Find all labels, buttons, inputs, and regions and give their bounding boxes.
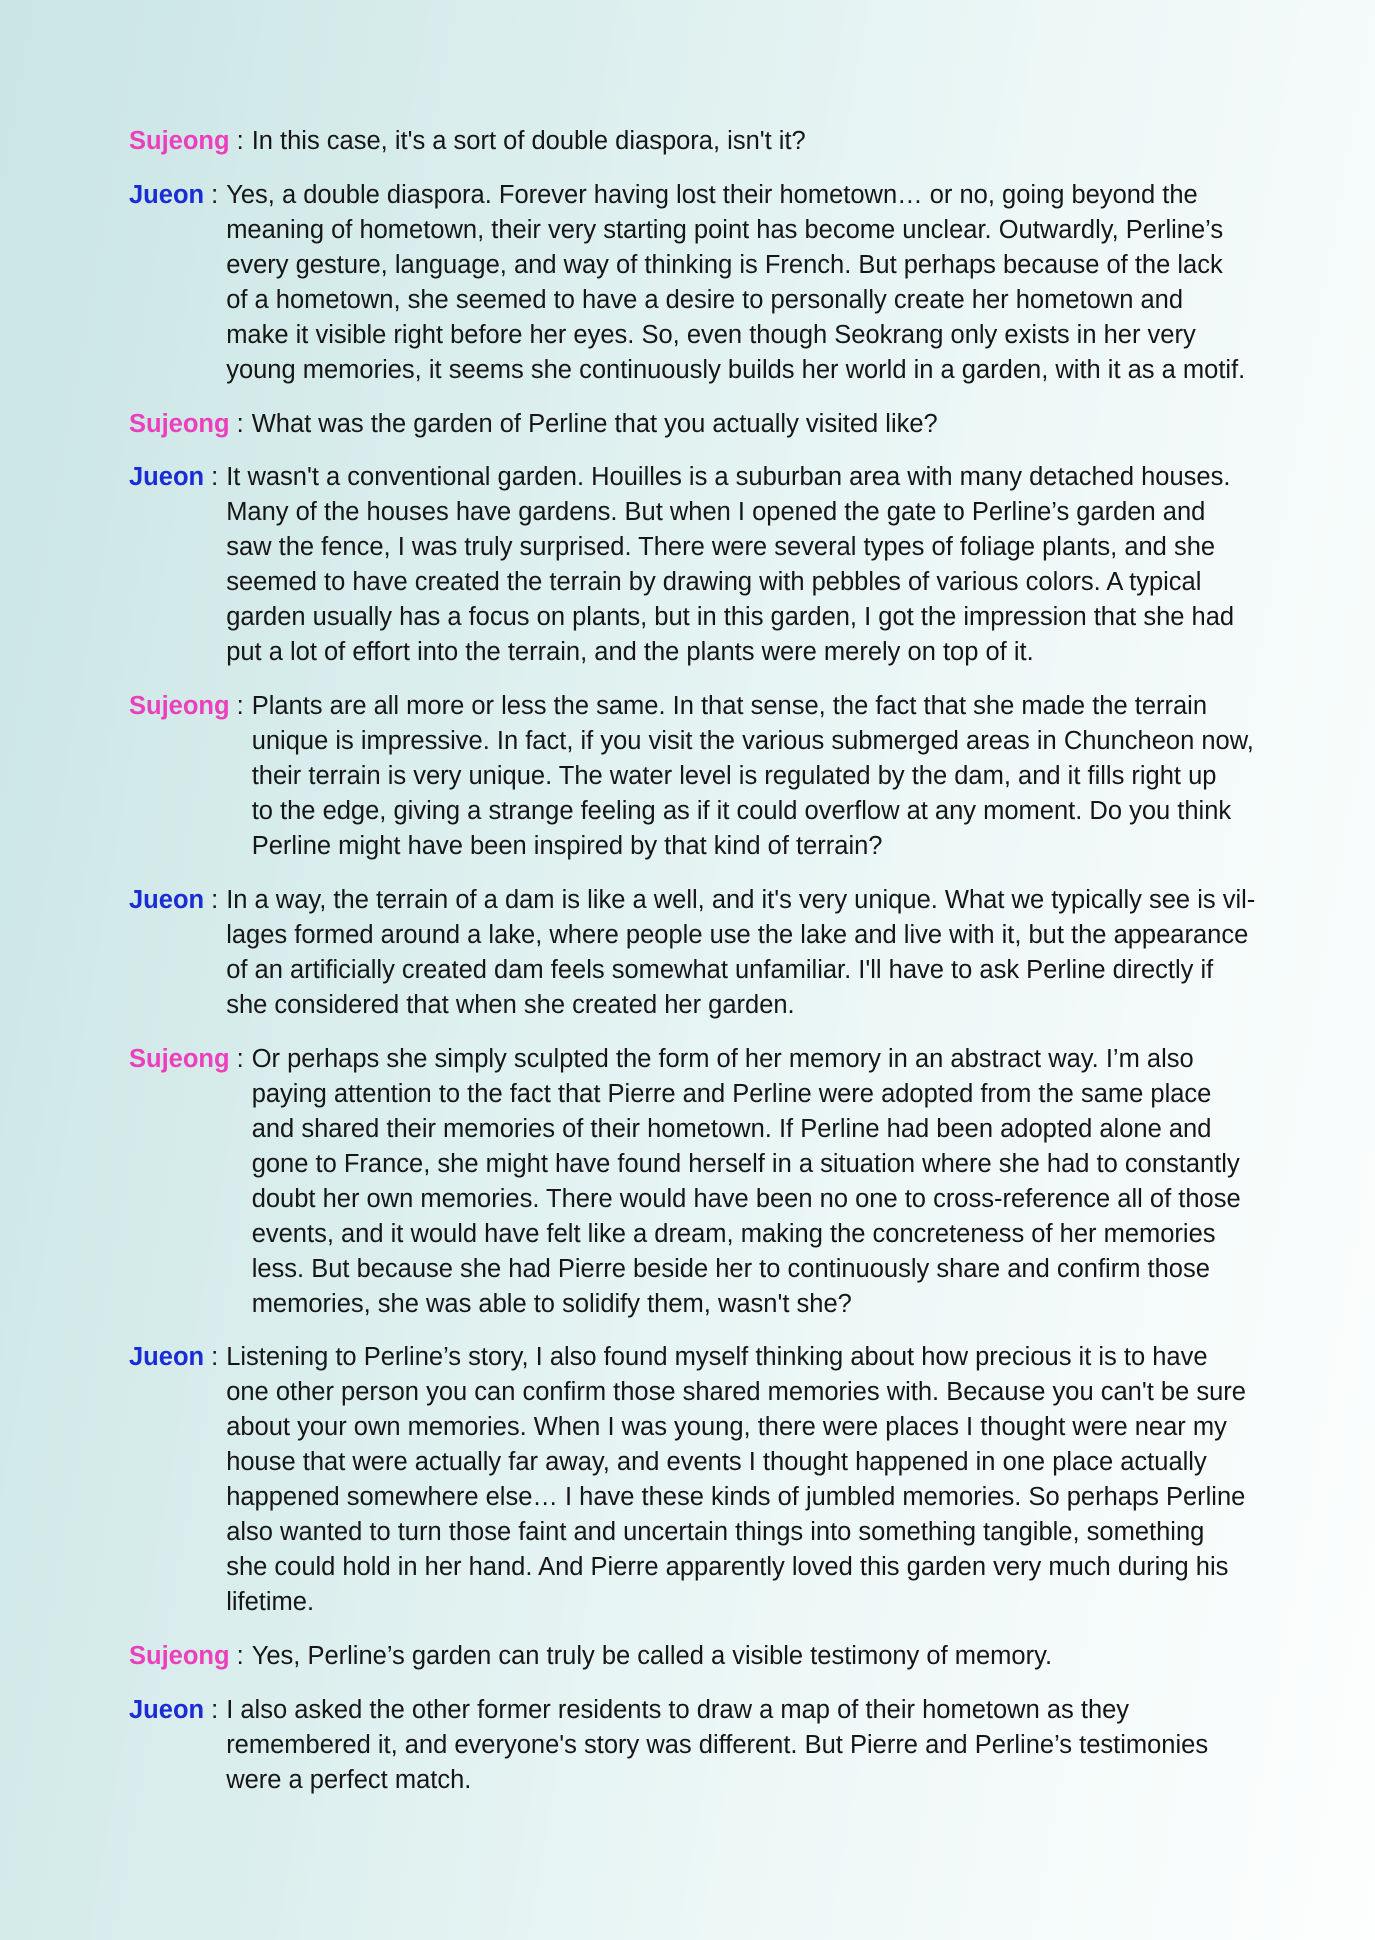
dialogue-entry xyxy=(129,1693,1295,1798)
speaker-label xyxy=(129,124,252,159)
text-line: put a lot of effort into the terrain, and the plants were merely on top of it. xyxy=(226,638,1034,667)
entry-text xyxy=(252,124,806,159)
speaker-separator: : xyxy=(236,127,244,155)
text-line: and shared their memories of their hometown. If Perline had been adopted alone and xyxy=(251,1114,1212,1143)
text-line: gone to France, she might have found herself in a situation where she had to constantly xyxy=(251,1149,1240,1178)
speaker-separator: : xyxy=(236,409,244,438)
text-line: also wanted to turn those faint and uncertain things into something tangible, something xyxy=(226,1518,1205,1547)
dialogue-transcript xyxy=(129,124,1295,1798)
text-line: meaning of hometown, their very starting point has become unclear. Outwardly, Perline’s xyxy=(226,215,1224,244)
speaker-name: Sujeong xyxy=(129,692,230,720)
speaker-name: Sujeong xyxy=(129,1642,230,1670)
text-line: lifetime. xyxy=(226,1588,315,1617)
dialogue-entry xyxy=(129,407,1295,442)
entry-text xyxy=(252,1042,1241,1322)
text-line: lages formed around a lake, where people use the lake and live with it, but the appearance xyxy=(226,920,1249,949)
speaker-separator: : xyxy=(211,885,219,914)
text-line: Plants are all more or less the same. In that sense, the fact that she made the terrain xyxy=(251,692,1208,720)
dialogue-entry xyxy=(129,1639,1295,1674)
dialogue-entry xyxy=(129,124,1295,159)
speaker-label xyxy=(129,883,226,918)
text-line: make it visible right before her eyes. So, even though Seokrang only exists in her very xyxy=(226,320,1196,349)
dialogue-entry xyxy=(129,1340,1295,1620)
text-line: remembered it, and everyone's story was different. But Pierre and Perline’s testimonies xyxy=(226,1730,1209,1759)
text-line: Or perhaps she simply sculpted the form of her memory in an abstract way. I’m also xyxy=(251,1044,1194,1073)
text-line: In this case, it's a sort of double diaspora, isn't it? xyxy=(251,127,806,155)
speaker-separator: : xyxy=(236,692,244,720)
text-line: Listening to Perline’s story, I also found myself thinking about how precious it is to have xyxy=(226,1343,1208,1372)
text-line: one other person you can confirm those shared memories with. Because you can't be sure xyxy=(226,1378,1246,1407)
speaker-name: Jueon xyxy=(129,1695,205,1724)
text-line: I also asked the other former residents to draw a map of their hometown as they xyxy=(226,1695,1130,1724)
text-line: about your own memories. When I was young, there were places I thought were near my xyxy=(226,1413,1227,1442)
entry-text xyxy=(226,883,1255,1023)
entry-text xyxy=(226,178,1245,388)
speaker-separator: : xyxy=(211,1343,219,1372)
dialogue-entry xyxy=(129,178,1295,388)
text-line: to the edge, giving a strange feeling as if it could overflow at any moment. Do you think xyxy=(251,797,1232,825)
text-line: doubt her own memories. There would have been no one to cross-reference all of those xyxy=(251,1184,1241,1213)
speaker-label xyxy=(129,1042,252,1077)
speaker-label xyxy=(129,1693,226,1728)
text-line: unique is impressive. In fact, if you visit the various submerged areas in Chuncheon now, xyxy=(251,727,1254,755)
speaker-label xyxy=(129,178,226,213)
dialogue-entry xyxy=(129,689,1295,864)
entry-text xyxy=(226,1693,1208,1798)
text-line: every gesture, language, and way of thinking is French. But perhaps because of the lack xyxy=(226,250,1223,279)
text-line: happened somewhere else… I have these kinds of jumbled memories. So perhaps Perline xyxy=(226,1483,1246,1512)
text-line: less. But because she had Pierre beside her to continuously share and confirm those xyxy=(251,1254,1210,1283)
text-line: young memories, it seems she continuously builds her world in a garden, with it as a motif. xyxy=(226,355,1246,384)
speaker-separator: : xyxy=(211,463,219,492)
speaker-name: Jueon xyxy=(129,885,205,914)
speaker-label xyxy=(129,407,252,442)
entry-text xyxy=(252,1639,1052,1674)
entry-text xyxy=(252,689,1254,864)
dialogue-entry xyxy=(129,883,1295,1023)
speaker-separator: : xyxy=(236,1044,244,1073)
speaker-separator: : xyxy=(211,180,219,209)
text-line: Perline might have been inspired by that kind of terrain? xyxy=(251,832,883,860)
text-line: What was the garden of Perline that you actually visited like? xyxy=(251,409,938,438)
speaker-name: Sujeong xyxy=(129,1044,230,1073)
text-line: of a hometown, she seemed to have a desire to personally create her hometown and xyxy=(226,285,1184,314)
text-line: events, and it would have felt like a dream, making the concreteness of her memories xyxy=(251,1219,1216,1248)
text-line: garden usually has a focus on plants, but in this garden, I got the impression that she had xyxy=(226,603,1235,632)
text-line: house that were actually far away, and events I thought happened in one place actually xyxy=(226,1448,1207,1477)
text-line: of an artificially created dam feels somewhat unfamiliar. I'll have to ask Perline directly if xyxy=(226,955,1214,984)
entry-text xyxy=(226,460,1234,670)
dialogue-entry xyxy=(129,1042,1295,1322)
speaker-label xyxy=(129,460,226,495)
speaker-label xyxy=(129,1639,252,1674)
speaker-name: Jueon xyxy=(129,1343,205,1372)
text-line: It wasn't a conventional garden. Houilles is a suburban area with many detached houses. xyxy=(226,463,1231,492)
speaker-label xyxy=(129,689,252,724)
speaker-name: Jueon xyxy=(129,463,205,492)
speaker-label xyxy=(129,1340,226,1375)
text-line: she could hold in her hand. And Pierre apparently loved this garden very much during his xyxy=(226,1553,1229,1582)
speaker-name: Sujeong xyxy=(129,127,230,155)
text-line: paying attention to the fact that Pierre and Perline were adopted from the same place xyxy=(251,1079,1212,1108)
text-line: Yes, a double diaspora. Forever having lost their hometown… or no, going beyond the xyxy=(226,180,1198,209)
text-line: saw the fence, I was truly surprised. There were several types of foliage plants, and she xyxy=(226,533,1216,562)
text-line: were a perfect match. xyxy=(226,1765,472,1794)
text-line: Yes, Perline’s garden can truly be called a visible testimony of memory. xyxy=(251,1642,1053,1670)
text-line: seemed to have created the terrain by drawing with pebbles of various colors. A typical xyxy=(226,568,1202,597)
text-line: Many of the houses have gardens. But when I opened the gate to Perline’s garden and xyxy=(226,498,1206,527)
text-line: In a way, the terrain of a dam is like a well, and it's very unique. What we typically see is vil- xyxy=(226,885,1256,914)
text-line: memories, she was able to solidify them, wasn't she? xyxy=(251,1289,852,1318)
speaker-name: Jueon xyxy=(129,180,205,209)
dialogue-entry xyxy=(129,460,1295,670)
speaker-name: Sujeong xyxy=(129,409,230,438)
text-line: she considered that when she created her garden. xyxy=(226,990,795,1019)
entry-text xyxy=(252,407,938,442)
text-line: their terrain is very unique. The water level is regulated by the dam, and it fills right up xyxy=(251,762,1217,790)
speaker-separator: : xyxy=(236,1642,244,1670)
entry-text xyxy=(226,1340,1246,1620)
speaker-separator: : xyxy=(211,1695,219,1724)
